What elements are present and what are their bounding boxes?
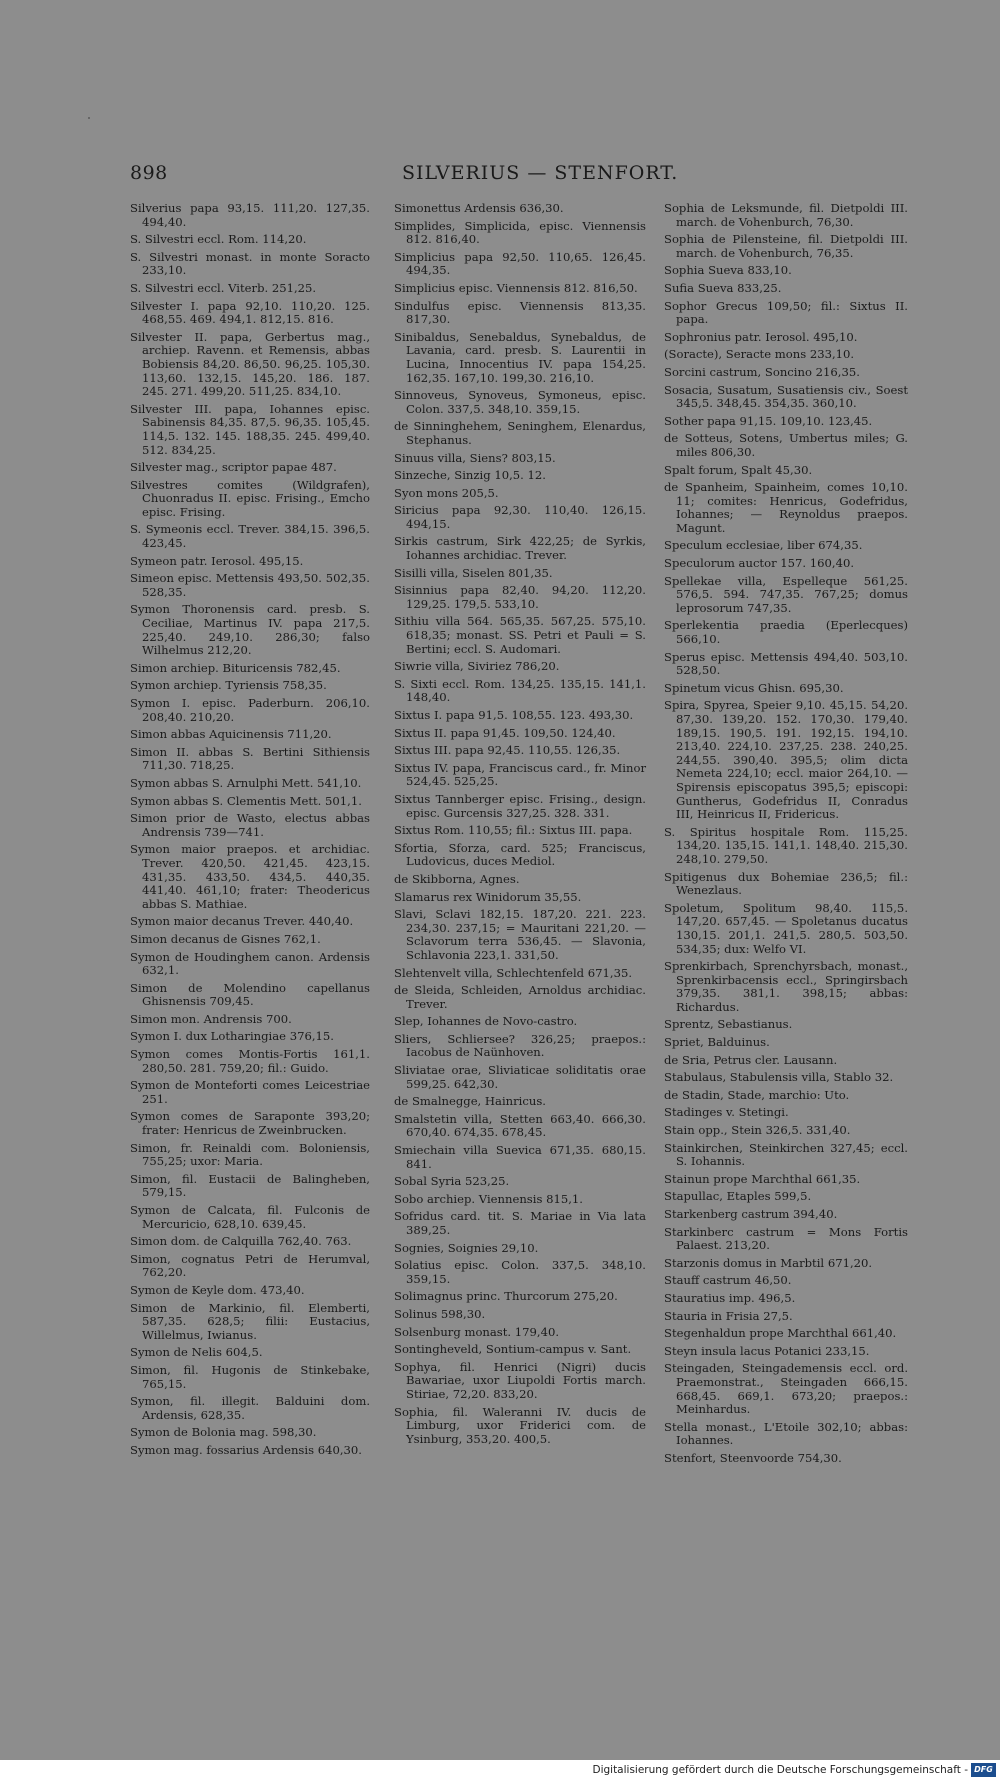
index-entry: S. Silvestri monast. in monte Soracto 233,10.	[130, 249, 370, 278]
index-entry: Solatius episc. Colon. 337,5. 348,10. 359,15.	[394, 1258, 646, 1286]
index-entry: Sinzeche, Sinzig 10,5. 12.	[394, 468, 546, 483]
index-entry: Symon I. dux Lotharingiae 376,15.	[130, 1029, 334, 1044]
index-column-2	[394, 202, 646, 1450]
scan-speck	[88, 117, 90, 119]
index-entry: Simon de Markinio, fil. Elemberti, 587,35. 628,5; filii: Eustacius, Willelmus, Iwianus.	[130, 1300, 370, 1342]
index-entry: Sophia Sueva 833,10.	[664, 263, 792, 278]
index-entry: Starkenberg castrum 394,40.	[664, 1207, 838, 1221]
index-entry: Sinuus villa, Siens? 803,15.	[394, 450, 556, 465]
index-entry: Symon, fil. illegit. Balduini dom. Ardensis, 628,35.	[130, 1394, 370, 1422]
index-entry: Simon, fr. Reinaldi com. Boloniensis, 755,25; uxor: Maria.	[130, 1140, 370, 1169]
index-entry: Symon archiep. Tyriensis 758,35.	[130, 678, 327, 693]
index-entry: Sprentz, Sebastianus.	[664, 1017, 793, 1032]
index-entry: Simon, fil. Hugonis de Stinkebake, 765,15.	[130, 1362, 370, 1391]
index-entry: Syon mons 205,5.	[394, 485, 499, 500]
funding-notice: Digitalisierung gefördert durch die Deutsche Forschungsgemeinschaft -	[592, 1764, 968, 1776]
index-entry: Speculorum auctor 157. 160,40.	[664, 556, 855, 571]
index-entry: Slep, Iohannes de Novo-castro.	[394, 1014, 578, 1029]
index-entry: Stenfort, Steenvoorde 754,30.	[664, 1450, 842, 1465]
index-entry: Spalt forum, Spalt 45,30.	[664, 462, 813, 477]
index-entry: Sophia de Pilensteine, fil. Dietpoldi III. march. de Vohenburch, 76,35.	[664, 232, 908, 260]
index-entry: (Soracte), Seracte mons 233,10.	[664, 347, 855, 362]
index-entry: Sixtus IV. papa, Franciscus card., fr. Minor 524,45. 525,25.	[394, 760, 646, 789]
index-entry: Simplicius episc. Viennensis 812. 816,50.	[394, 280, 638, 295]
index-entry: Solimagnus princ. Thurcorum 275,20.	[394, 1289, 618, 1304]
index-entry: de Sinninghehem, Seninghem, Elenardus, Stephanus.	[394, 419, 646, 447]
index-entry: Smalstetin villa, Stetten 663,40. 666,30. 670,40. 674,35. 678,45.	[394, 1111, 646, 1140]
index-entry: Spitigenus dux Bohemiae 236,5; fil.: Wenezlaus.	[664, 869, 908, 898]
index-entry: de Skibborna, Agnes.	[394, 871, 520, 886]
index-entry: Silvestres comites (Wildgrafen), Chuonradus II. episc. Frising., Emcho episc. Frising.	[130, 477, 370, 519]
index-entry: Sother papa 91,15. 109,10. 123,45.	[664, 413, 873, 428]
index-entry: Sixtus III. papa 92,45. 110,55. 126,35.	[394, 743, 621, 758]
index-entry: Spoletum, Spolitum 98,40. 115,5. 147,20. 657,45. — Spoletanus ducatus 130,15. 201,1. 241,5. 280,5. 503,50. 534,35; dux: Welfo VI.	[664, 900, 908, 956]
index-entry: Sorcini castrum, Soncino 216,35.	[664, 364, 860, 379]
index-entry: Silverius papa 93,15. 111,20. 127,35. 494,40.	[130, 201, 370, 229]
index-entry: Simplides, Simplicida, episc. Viennensis 812. 816,40.	[394, 218, 646, 247]
index-entry: Sophor Grecus 109,50; fil.: Sixtus II. papa.	[664, 298, 908, 327]
index-entry: Sixtus Tannberger episc. Frising., design. episc. Gurcensis 327,25. 328. 331.	[394, 791, 646, 820]
index-entry: Simon mon. Andrensis 700.	[130, 1011, 292, 1026]
index-entry: Simon prior de Wasto, electus abbas Andrensis 739—741.	[130, 811, 370, 839]
index-entry: Sobal Syria 523,25.	[394, 1174, 510, 1189]
index-entry: Stain opp., Stein 326,5. 331,40.	[664, 1123, 851, 1138]
index-entry: Siwrie villa, Siviriez 786,20.	[394, 659, 560, 674]
index-entry: Symon abbas S. Clementis Mett. 501,1.	[130, 793, 362, 808]
index-entry: Starkinberc castrum = Mons Fortis Palaest. 213,20.	[664, 1224, 908, 1253]
index-entry: Spinetum vicus Ghisn. 695,30.	[664, 680, 844, 695]
index-entry: Sixtus I. papa 91,5. 108,55. 123. 493,30.	[394, 708, 634, 722]
index-entry: Symon maior praepos. et archidiac. Trever. 420,50. 421,45. 423,15. 431,35. 433,50. 434,5. 440,35. 441,40. 461,10; frater: Theodericus abbas S. Mathiae.	[130, 842, 370, 911]
index-entry: S. Silvestri eccl. Rom. 114,20.	[130, 232, 307, 247]
index-entry: Symon I. episc. Paderburn. 206,10. 208,40. 210,20.	[130, 696, 370, 724]
index-entry: Speculum ecclesiae, liber 674,35.	[664, 538, 863, 553]
index-entry: Simonettus Ardensis 636,30.	[394, 201, 564, 215]
index-entry: de Stadin, Stade, marchio: Uto.	[664, 1087, 850, 1102]
index-entry: Sixtus II. papa 91,45. 109,50. 124,40.	[394, 725, 616, 740]
index-entry: de Sleida, Schleiden, Arnoldus archidiac. Trever.	[394, 983, 646, 1011]
index-entry: S. Silvestri eccl. Viterb. 251,25.	[130, 280, 317, 295]
index-entry: Symon mag. fossarius Ardensis 640,30.	[130, 1442, 362, 1457]
index-entry: Sixtus Rom. 110,55; fil.: Sixtus III. papa.	[394, 823, 633, 838]
index-entry: Sobo archiep. Viennensis 815,1.	[394, 1191, 583, 1206]
index-entry: S. Spiritus hospitale Rom. 115,25. 134,20. 135,15. 141,1. 148,40. 215,30. 248,10. 279,50.	[664, 824, 908, 866]
index-entry: Symon de Houdinghem canon. Ardensis 632,1.	[130, 949, 370, 978]
index-entry: S. Symeonis eccl. Trever. 384,15. 396,5. 423,45.	[130, 522, 370, 551]
index-entry: Sofridus card. tit. S. Mariae in Via lata 389,25.	[394, 1209, 646, 1237]
index-entry: Symon Thoronensis card. presb. S. Ceciliae, Martinus IV. papa 217,5. 225,40. 249,10. 286,30; falso Wilhelmus 212,20.	[130, 602, 370, 658]
index-entry: Solsenburg monast. 179,40.	[394, 1324, 560, 1339]
index-entry: Sophronius patr. Ierosol. 495,10.	[664, 329, 858, 344]
index-entry: de Sria, Petrus cler. Lausann.	[664, 1052, 838, 1067]
index-entry: Sperus episc. Mettensis 494,40. 503,10. 528,50.	[664, 649, 908, 678]
index-entry: Sufia Sueva 833,25.	[664, 280, 782, 295]
index-entry: Stegenhaldun prope Marchthal 661,40.	[664, 1326, 897, 1341]
index-entry: Symon de Bolonia mag. 598,30.	[130, 1425, 317, 1440]
index-entry: Sinibaldus, Senebaldus, Synebaldus, de Lavania, card. presb. S. Laurentii in Lucina, Innocentius IV. papa 154,25. 162,35. 167,10. 199,30. 216,10.	[394, 329, 646, 385]
index-entry: Simon, cognatus Petri de Herumval, 762,20.	[130, 1251, 370, 1280]
index-entry: Solinus 598,30.	[394, 1306, 486, 1321]
index-entry: Silvester II. papa, Gerbertus mag., archiep. Ravenn. et Remensis, abbas Bobiensis 84,20. 86,50. 96,25. 105,30. 113,60. 132,15. 145,20. 186. 187. 245. 271. 499,20. 511,25. 834,10.	[130, 329, 370, 399]
index-entry: Symon de Calcata, fil. Fulconis de Mercuricio, 628,10. 639,45.	[130, 1203, 370, 1231]
page-number: 898	[130, 162, 168, 184]
index-entry: Simon de Molendino capellanus Ghisnensis 709,45.	[130, 980, 370, 1009]
index-entry: Steingaden, Steingademensis eccl. ord. Praemonstrat., Steingaden 666,15. 668,45. 669,1. 673,20; praepos.: Meinhardus.	[664, 1361, 908, 1417]
index-entry: Sperlekentia praedia (Eperlecques) 566,10.	[664, 618, 908, 647]
index-entry: Siricius papa 92,30. 110,40. 126,15. 494,15.	[394, 503, 646, 531]
index-entry: Stapullac, Etaples 599,5.	[664, 1189, 812, 1204]
index-entry: S. Sixti eccl. Rom. 134,25. 135,15. 141,1. 148,40.	[394, 676, 646, 705]
index-entry: Stauria in Frisia 27,5.	[664, 1308, 793, 1323]
index-entry: Slehtenvelt villa, Schlechtenfeld 671,35.	[394, 965, 633, 980]
index-entry: Sliviatae orae, Sliviaticae soliditatis orae 599,25. 642,30.	[394, 1063, 646, 1091]
index-entry: Stauratius imp. 496,5.	[664, 1290, 796, 1305]
dfg-logo: DFG	[971, 1763, 996, 1777]
index-entry: Simplicius papa 92,50. 110,65. 126,45. 494,35.	[394, 249, 646, 278]
index-entry: Stella monast., L'Etoile 302,10; abbas: Iohannes.	[664, 1419, 908, 1448]
index-entry: Silvester mag., scriptor papae 487.	[130, 460, 337, 475]
page-header	[130, 162, 850, 190]
index-entry: Spellekae villa, Espelleque 561,25. 576,5. 594. 747,35. 767,25; domus leprosorum 747,35.	[664, 573, 908, 615]
index-entry: Symon abbas S. Arnulphi Mett. 541,10.	[130, 775, 362, 790]
index-entry: Sisinnius papa 82,40. 94,20. 112,20. 129,25. 179,5. 533,10.	[394, 583, 646, 611]
index-entry: Slavi, Sclavi 182,15. 187,20. 221. 223. 234,30. 237,15; = Mauritani 221,20. — Sclavorum terra 536,45. — Slavonia, Schlavonia 223,1. 331,50.	[394, 907, 646, 962]
index-entry: de Spanheim, Spainheim, comes 10,10. 11; comites: Henricus, Godefridus, Iohannes; — Reynoldus praepos. Magunt.	[664, 480, 908, 535]
index-entry: Symon de Nelis 604,5.	[130, 1345, 263, 1360]
index-entry: Sirkis castrum, Sirk 422,25; de Syrkis, Iohannes archidiac. Trever.	[394, 534, 646, 563]
index-entry: Spriet, Balduinus.	[664, 1035, 770, 1050]
index-entry: Sophya, fil. Henrici (Nigri) ducis Bawariae, uxor Liupoldi Fortis march. Stiriae, 72,20. 833,20.	[394, 1359, 646, 1401]
index-column-3	[664, 202, 908, 1470]
index-entry: Stauff castrum 46,50.	[664, 1273, 792, 1288]
index-entry: de Smalnegge, Hainricus.	[394, 1094, 546, 1109]
index-entry: Symon de Keyle dom. 473,40.	[130, 1282, 305, 1297]
index-entry: de Sotteus, Sotens, Umbertus miles; G. miles 806,30.	[664, 431, 908, 459]
index-entry: Stainkirchen, Steinkirchen 327,45; eccl. S. Iohannis.	[664, 1140, 908, 1169]
index-entry: Simon decanus de Gisnes 762,1.	[130, 931, 321, 946]
index-entry: Stainun prope Marchthal 661,35.	[664, 1171, 861, 1186]
index-entry: Sisilli villa, Siselen 801,35.	[394, 565, 553, 580]
index-entry: Sfortia, Sforza, card. 525; Franciscus, Ludovicus, duces Mediol.	[394, 840, 646, 869]
index-entry: Sliers, Schliersee? 326,25; praepos.: Iacobus de Naünhoven.	[394, 1031, 646, 1060]
index-entry: Symon de Monteforti comes Leicestriae 251.	[130, 1078, 370, 1106]
index-entry: Spira, Spyrea, Speier 9,10. 45,15. 54,20. 87,30. 139,20. 152. 170,30. 179,40. 189,15. 190,5. 191. 192,15. 194,10. 213,40. 224,10. 237,25. 238. 240,25. 244,55. 390,40. 395,5; olim dicta Nemeta 224,10; eccl. maior 264,10. — Spirensis episcopatus 395,5; episcopi: Guntherus, Godefridus II, Conradus III, Heinricus II, Fridericus.	[664, 698, 908, 822]
index-entry: Starzonis domus in Marbtil 671,20.	[664, 1255, 873, 1270]
index-entry: Symon maior decanus Trever. 440,40.	[130, 914, 354, 929]
index-entry: Simon dom. de Calquilla 762,40. 763.	[130, 1234, 352, 1249]
index-entry: Stabulaus, Stabulensis villa, Stablo 32.	[664, 1070, 894, 1085]
index-entry: Sprenkirbach, Sprenchyrsbach, monast., Sprenkirbacensis eccl., Springirsbach 379,35. 381,1. 398,15; abbas: Richardus.	[664, 959, 908, 1014]
index-entry: Smiechain villa Suevica 671,35. 680,15. 841.	[394, 1143, 646, 1171]
index-entry: Sosacia, Susatum, Susatiensis civ., Soest 345,5. 348,45. 354,35. 360,10.	[664, 382, 908, 411]
index-entry: Simon archiep. Bituricensis 782,45.	[130, 660, 341, 675]
index-entry: Sognies, Soignies 29,10.	[394, 1240, 539, 1255]
index-entry: Simon abbas Aquicinensis 711,20.	[130, 727, 332, 742]
index-entry: Simon II. abbas S. Bertini Sithiensis 711,30. 718,25.	[130, 744, 370, 773]
index-entry: Sinnoveus, Synoveus, Symoneus, episc. Colon. 337,5. 348,10. 359,15.	[394, 388, 646, 416]
index-entry: Sophia, fil. Waleranni IV. ducis de Limburg, uxor Friderici com. de Ysinburg, 353,20. 400,5.	[394, 1404, 646, 1446]
index-entry: Slamarus rex Winidorum 35,55.	[394, 889, 582, 904]
index-entry: Symon comes Montis-Fortis 161,1. 280,50. 281. 759,20; fil.: Guido.	[130, 1047, 370, 1075]
index-entry: Simon, fil. Eustacii de Balingheben, 579,15.	[130, 1171, 370, 1200]
index-entry: Symeon patr. Ierosol. 495,15.	[130, 553, 304, 568]
index-entry: Sithiu villa 564. 565,35. 567,25. 575,10. 618,35; monast. SS. Petri et Pauli = S. Bertini; eccl. S. Audomari.	[394, 614, 646, 656]
index-column-1	[130, 202, 370, 1462]
index-entry: Symon comes de Saraponte 393,20; frater: Henricus de Zweinbrucken.	[130, 1109, 370, 1138]
index-entry: Sophia de Leksmunde, fil. Dietpoldi III. march. de Vohenburch, 76,30.	[664, 201, 908, 229]
index-entry: Sontingheveld, Sontium-campus v. Sant.	[394, 1342, 632, 1357]
index-entry: Steyn insula lacus Potanici 233,15.	[664, 1343, 870, 1358]
running-title: SILVERIUS — STENFORT.	[402, 162, 679, 184]
index-entry: Silvester III. papa, Iohannes episc. Sabinensis 84,35. 87,5. 96,35. 105,45. 114,5. 132. 145. 188,35. 245. 499,40. 512. 834,25.	[130, 401, 370, 457]
index-entry: Simeon episc. Mettensis 493,50. 502,35. 528,35.	[130, 571, 370, 599]
index-entry: Silvester I. papa 92,10. 110,20. 125. 468,55. 469. 494,1. 812,15. 816.	[130, 298, 370, 327]
index-entry: Stadinges v. Stetingi.	[664, 1105, 789, 1120]
index-entry: Sindulfus episc. Viennensis 813,35. 817,30.	[394, 298, 646, 327]
footer-bar	[0, 1760, 1000, 1779]
